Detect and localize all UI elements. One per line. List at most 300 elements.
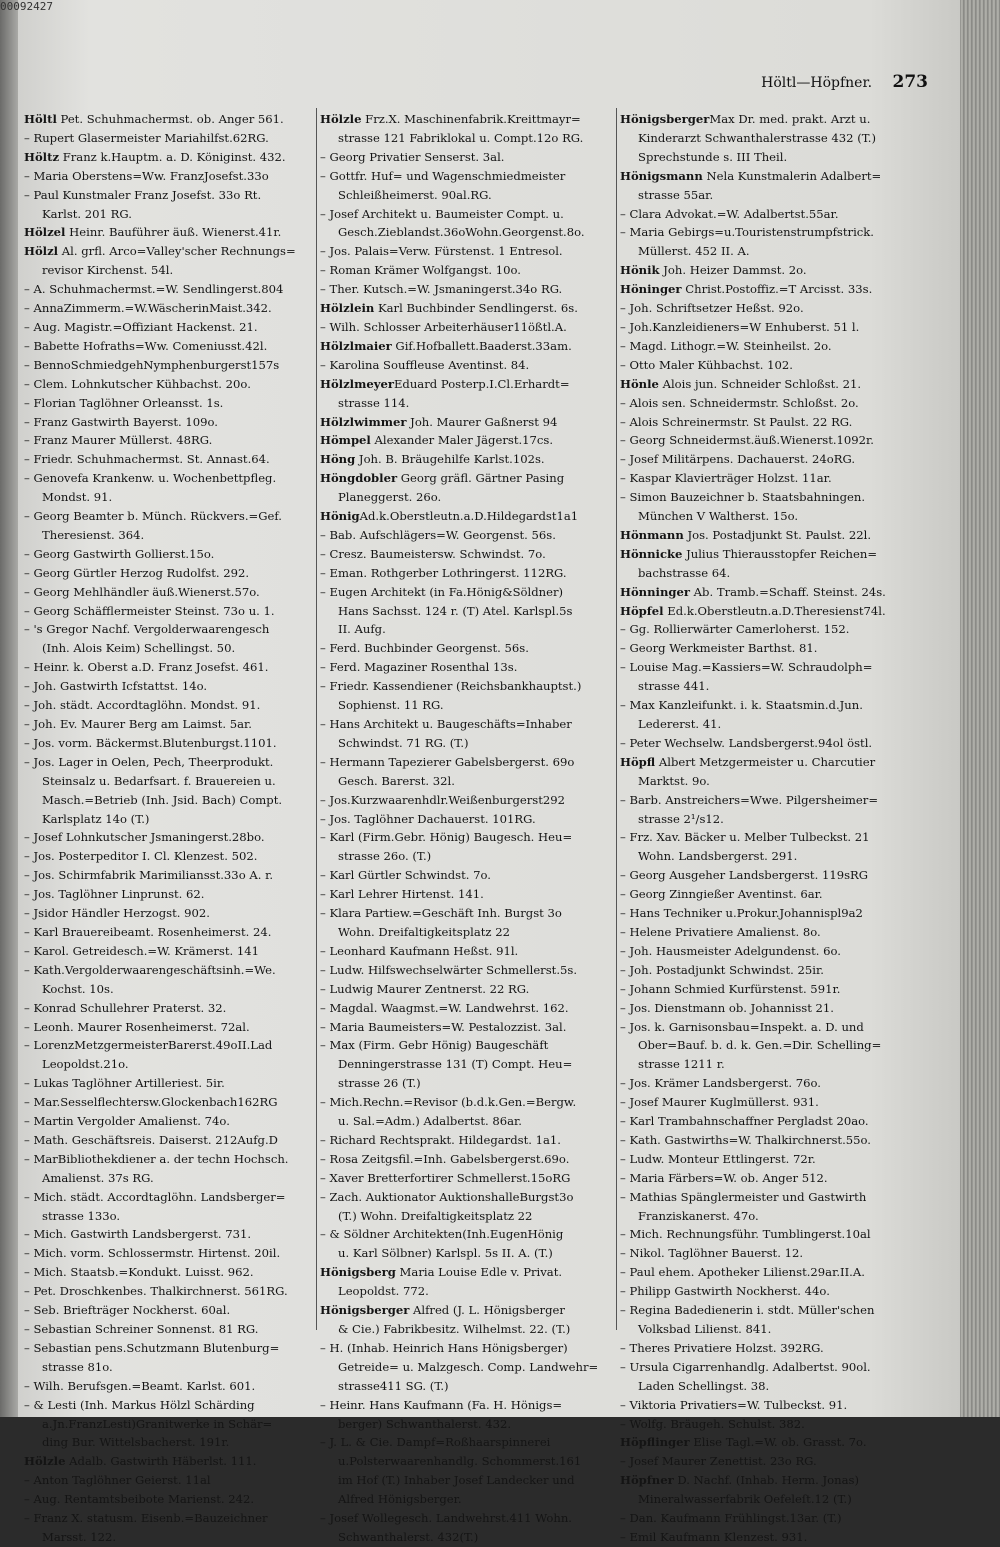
entry-text: – Alois sen. Schneidermstr. Schloßst. 2o. bbox=[620, 395, 859, 410]
directory-entry bbox=[320, 564, 612, 583]
entry-text: – Xaver Bretterfortirer Schmellerst.15oRG bbox=[320, 1170, 571, 1185]
directory-entry bbox=[320, 148, 612, 167]
directory-entry bbox=[320, 961, 612, 980]
entry-text: – Richard Rechtsprakt. Hildegardst. 1a1. bbox=[320, 1132, 561, 1147]
entry-text: Planeggerst. 26o. bbox=[338, 490, 442, 505]
entry-text: – Georg Werkmeister Barthst. 81. bbox=[620, 641, 818, 656]
entry-text: – Jos. vorm. Bäckermst.Blutenburgst.1101. bbox=[24, 735, 277, 750]
directory-entry bbox=[24, 1093, 316, 1112]
directory-entry bbox=[24, 942, 316, 961]
directory-entry bbox=[24, 696, 316, 715]
directory-entry bbox=[320, 999, 612, 1018]
directory-entry bbox=[24, 1377, 316, 1396]
directory-entry bbox=[620, 413, 912, 432]
directory-entry bbox=[620, 715, 912, 734]
directory-entry bbox=[620, 526, 912, 545]
directory-entry bbox=[620, 488, 912, 507]
entry-text: Amalienst. 37s RG. bbox=[42, 1170, 154, 1185]
directory-entry bbox=[620, 545, 912, 564]
directory-entry bbox=[24, 866, 316, 885]
entry-text: – Karl Gürtler Schwindst. 7o. bbox=[320, 868, 491, 883]
directory-entry bbox=[620, 1415, 912, 1434]
entry-text: – Jos.Kurzwaarenhdlr.Weißenburgerst292 bbox=[320, 792, 566, 807]
directory-entry bbox=[620, 734, 912, 753]
directory-entry bbox=[620, 242, 912, 261]
entry-text: strasse 26 (T.) bbox=[338, 1076, 421, 1091]
directory-entry bbox=[24, 1207, 316, 1226]
directory-entry bbox=[320, 677, 612, 696]
directory-entry bbox=[24, 375, 316, 394]
entry-surname: Hönigsberger bbox=[620, 112, 710, 126]
directory-entry bbox=[620, 620, 912, 639]
entry-text: Kinderarzt Schwanthalerstrasse 432 (T.) bbox=[638, 130, 877, 145]
entry-text: – Gottfr. Huf= und Wagenschmiedmeister bbox=[320, 168, 566, 183]
directory-entry bbox=[620, 658, 912, 677]
entry-text: – Georg Privatier Senserst. 3al. bbox=[320, 149, 505, 164]
entry-text: Kochst. 10s. bbox=[42, 981, 114, 996]
entry-text: – LorenzMetzgermeisterBarerst.49oII.Lad bbox=[24, 1038, 273, 1053]
directory-entry bbox=[24, 205, 316, 224]
entry-text: – Otto Maler Kühbachst. 102. bbox=[620, 357, 793, 372]
directory-entry bbox=[24, 772, 316, 791]
directory-entry bbox=[24, 1320, 316, 1339]
entry-text: – Klara Partiew.=Geschäft Inh. Burgst 3o bbox=[320, 906, 562, 921]
directory-entry bbox=[620, 1282, 912, 1301]
directory-entry bbox=[24, 318, 316, 337]
directory-entry bbox=[24, 1018, 316, 1037]
entry-text: – Paul Kunstmaler Franz Josefst. 33o Rt. bbox=[24, 187, 262, 202]
entry-text: – Karl (Firm.Gebr. Hönig) Baugesch. Heu= bbox=[320, 830, 573, 845]
directory-entry bbox=[620, 885, 912, 904]
entry-text: – Karolina Souffleuse Aventinst. 84. bbox=[320, 357, 530, 372]
entry-text: Frz.X. Maschinenfabrik.Kreittmayr= bbox=[361, 112, 581, 126]
entry-text: – Pet. Droschkenbes. Thalkirchnerst. 561RG. bbox=[24, 1284, 288, 1299]
entry-text: Wohn. Landsbergerst. 291. bbox=[638, 849, 798, 864]
entry-text: – Ludw. Hilfswechselwärter Schmellerst.5s. bbox=[320, 962, 578, 977]
directory-entry bbox=[320, 866, 612, 885]
entry-text: Marsst. 122. bbox=[42, 1529, 117, 1544]
entry-text: Adalb. Gastwirth Häberlst. 111. bbox=[65, 1454, 257, 1469]
directory-entry bbox=[24, 223, 316, 242]
directory-entry bbox=[320, 696, 612, 715]
entry-text: strasse 26o. (T.) bbox=[338, 849, 432, 864]
entry-text: – Georg Beamter b. Münch. Rückvers.=Gef. bbox=[24, 509, 282, 524]
directory-entry bbox=[24, 1509, 316, 1528]
entry-text: – Jos. Palais=Verw. Fürstenst. 1 Entresol. bbox=[320, 244, 563, 259]
entry-text: Alfred (J. L. Hönigsberger bbox=[409, 1303, 565, 1318]
directory-entry bbox=[320, 110, 612, 129]
directory-entry bbox=[24, 1055, 316, 1074]
entry-text: – Clem. Lohnkutscher Kühbachst. 20o. bbox=[24, 376, 251, 391]
directory-entry bbox=[24, 1188, 316, 1207]
directory-entry bbox=[24, 885, 316, 904]
directory-entry bbox=[320, 1225, 612, 1244]
right-page-stack-edge bbox=[960, 0, 1000, 1417]
entry-text: – Maria Färbers=W. ob. Anger 512. bbox=[620, 1170, 828, 1185]
entry-text: Joh. Heizer Dammst. 2o. bbox=[659, 263, 807, 278]
directory-entry bbox=[320, 223, 612, 242]
entry-text: Ledererst. 41. bbox=[638, 717, 722, 731]
entry-text: Masch.=Betrieb (Inh. Jsid. Bach) Compt. bbox=[42, 792, 283, 807]
entry-text: Mineralwasserfabrik Oefeleſt.12 (T.) bbox=[638, 1492, 852, 1507]
directory-entry bbox=[620, 1131, 912, 1150]
entry-text: Al. grfl. Arco=Valley'scher Rechnungs= bbox=[58, 244, 296, 259]
entry-text: – Magdal. Waagmst.=W. Landwehrst. 162. bbox=[320, 1000, 569, 1015]
directory-entry bbox=[320, 186, 612, 205]
directory-entry bbox=[620, 223, 912, 242]
entry-text: – Georg Gürtler Herzog Rudolfst. 292. bbox=[24, 565, 250, 580]
entry-text: – Kaspar Klavierträger Holzst. 11ar. bbox=[620, 471, 832, 486]
directory-entry bbox=[620, 469, 912, 488]
directory-entry bbox=[620, 299, 912, 318]
directory-entry bbox=[620, 602, 912, 621]
directory-entry bbox=[320, 280, 612, 299]
entry-text: Schwanthalerst. 432(T.) bbox=[338, 1529, 479, 1544]
directory-entry bbox=[320, 885, 612, 904]
directory-entry bbox=[620, 205, 912, 224]
directory-entry bbox=[24, 583, 316, 602]
directory-entry bbox=[620, 1169, 912, 1188]
directory-entry bbox=[620, 450, 912, 469]
directory-entry bbox=[320, 810, 612, 829]
directory-entry bbox=[320, 658, 612, 677]
directory-entry bbox=[24, 1074, 316, 1093]
entry-text: Ad.k.Oberstleutn.a.D.Hildegardst1a1 bbox=[359, 509, 579, 524]
directory-entry bbox=[24, 564, 316, 583]
directory-entry bbox=[320, 847, 612, 866]
directory-entry bbox=[320, 1320, 612, 1339]
entry-text: – Leonh. Maurer Rosenheimerst. 72al. bbox=[24, 1019, 250, 1034]
entry-text: – Mich. Staatsb.=Kondukt. Luisst. 962. bbox=[24, 1265, 254, 1280]
entry-surname: Hönig bbox=[320, 509, 360, 524]
entry-text: – & Lesti (Inh. Markus Hölzl Schärding bbox=[24, 1397, 255, 1412]
directory-entry bbox=[24, 1528, 316, 1547]
entry-text: – Maria Gebirgs=u.Touristenstrumpfstrick. bbox=[620, 225, 874, 240]
entry-text: – Gg. Rollierwärter Camerloherst. 152. bbox=[620, 622, 850, 637]
entry-text: – Anton Taglöhner Geierst. 11al bbox=[24, 1473, 211, 1488]
directory-entry bbox=[24, 620, 316, 639]
entry-text: – Peter Wechselw. Landsbergerst.94ol östl. bbox=[620, 735, 873, 750]
entry-text: München V Waltherst. 15o. bbox=[638, 509, 799, 524]
directory-entry bbox=[620, 1490, 912, 1509]
entry-text: – Leonhard Kaufmann Heßst. 91l. bbox=[320, 943, 519, 958]
entry-text: – Ludw. Monteur Ettlingerst. 72r. bbox=[620, 1151, 816, 1166]
directory-entry bbox=[24, 1263, 316, 1282]
directory-entry bbox=[24, 488, 316, 507]
entry-text: a.Jn.FranzLesti)Granitwerke in Schär= bbox=[42, 1416, 273, 1431]
entry-text: – Regina Badedienerin i. stdt. Müller'schen bbox=[620, 1303, 875, 1318]
directory-entry bbox=[24, 1225, 316, 1244]
entry-text: – Ferd. Magaziner Rosenthal 13s. bbox=[320, 660, 518, 675]
entry-text: – Georg Schäfflermeister Steinst. 73o u. 1. bbox=[24, 603, 275, 618]
entry-text: – Joh. Postadjunkt Schwindst. 25ir. bbox=[620, 962, 824, 977]
entry-text: Laden Schellingst. 38. bbox=[638, 1378, 770, 1393]
entry-text: – Karl Lehrer Hirtenst. 141. bbox=[320, 887, 484, 902]
entry-text: – Simon Bauzeichner b. Staatsbahningen. bbox=[620, 490, 866, 505]
directory-entry bbox=[24, 148, 316, 167]
directory-entry bbox=[24, 1282, 316, 1301]
entry-text: – Math. Geschäftsreis. Daiserst. 212Aufg.D bbox=[24, 1132, 278, 1147]
entry-text: – Paul ehem. Apotheker Lilienst.29ar.II.A. bbox=[620, 1265, 865, 1280]
entry-text: – Josef Lohnkutscher Jsmaningerst.28bo. bbox=[24, 830, 265, 845]
directory-entry bbox=[620, 639, 912, 658]
entry-text: Ab. Tramb.=Schaff. Steinst. 24s. bbox=[689, 584, 886, 599]
entry-text: Hans Sachsst. 124 r. (T) Atel. Karlspl.5s bbox=[338, 603, 573, 618]
entry-surname: Hölzlmaier bbox=[320, 338, 392, 353]
directory-entry bbox=[620, 507, 912, 526]
directory-entry bbox=[620, 1301, 912, 1320]
directory-entry bbox=[24, 1396, 316, 1415]
column-rule bbox=[316, 108, 317, 1330]
entry-text: Theresienst. 364. bbox=[42, 527, 145, 542]
entry-surname: Höltz bbox=[24, 149, 60, 164]
directory-entry bbox=[24, 280, 316, 299]
directory-entry bbox=[320, 1301, 612, 1320]
directory-entry bbox=[24, 923, 316, 942]
entry-surname: Hölzlwimmer bbox=[320, 414, 407, 429]
entry-text: – Jos. Schirmfabrik Marimiliansst.33o A. r. bbox=[24, 868, 274, 883]
entry-surname: Höng bbox=[320, 452, 356, 467]
entry-text: Getreide= u. Malzgesch. Comp. Landwehr= bbox=[338, 1359, 599, 1374]
directory-entry bbox=[24, 545, 316, 564]
entry-text: – Mathias Spänglermeister und Gastwirth bbox=[620, 1189, 867, 1204]
directory-entry bbox=[320, 1150, 612, 1169]
entry-text: – Joh. Schriftsetzer Heßst. 92o. bbox=[620, 301, 804, 316]
entry-surname: Hönmann bbox=[620, 527, 684, 542]
directory-entry bbox=[320, 1415, 612, 1434]
directory-entry bbox=[320, 205, 612, 224]
directory-entry bbox=[620, 1093, 912, 1112]
entry-text: – Frz. Xav. Bäcker u. Melber Tulbeckst. 21 bbox=[620, 830, 870, 845]
entry-text: – Lukas Taglöhner Artilleriest. 5ir. bbox=[24, 1076, 225, 1091]
entry-text: berger) Schwanthalerst. 432. bbox=[338, 1416, 512, 1431]
entry-text: – & Söldner Architekten(Inh.EugenHönig bbox=[320, 1227, 564, 1242]
directory-entry bbox=[320, 791, 612, 810]
entry-surname: Höninger bbox=[620, 282, 682, 297]
directory-entry bbox=[620, 923, 912, 942]
directory-entry bbox=[320, 1377, 612, 1396]
entry-surname: Höpfner bbox=[620, 1473, 674, 1488]
directory-entry bbox=[320, 583, 612, 602]
entry-text: – BennoSchmiedgehNymphenburgerst157s bbox=[24, 357, 280, 372]
directory-entry bbox=[24, 677, 316, 696]
entry-text: Ed.k.Oberstleutn.a.D.Theresienst74l. bbox=[663, 603, 886, 618]
entry-surname: Höpflinger bbox=[620, 1435, 690, 1450]
directory-entry bbox=[320, 526, 612, 545]
entry-text: – Martin Vergolder Amalienst. 74o. bbox=[24, 1114, 230, 1129]
entry-text: – Hermann Tapezierer Gabelsbergerst. 69o bbox=[320, 754, 575, 769]
entry-text: (T.) Wohn. Dreifaltigkeitsplatz 22 bbox=[338, 1208, 533, 1223]
directory-entry bbox=[620, 1074, 912, 1093]
directory-entry bbox=[620, 696, 912, 715]
directory-entry bbox=[24, 791, 316, 810]
entry-text: Leopoldst.21o. bbox=[42, 1057, 129, 1072]
directory-entry bbox=[620, 1396, 912, 1415]
entry-text: – Rupert Glasermeister Mariahilfst.62RG. bbox=[24, 130, 269, 145]
directory-entry bbox=[620, 261, 912, 280]
entry-text: strasse 2¹/s12. bbox=[638, 811, 724, 826]
directory-entry bbox=[320, 431, 612, 450]
directory-entry bbox=[320, 1339, 612, 1358]
directory-entry bbox=[620, 1528, 912, 1547]
entry-text: – Kath.Vergolderwaarengeschäftsinh.=We. bbox=[24, 962, 276, 977]
entry-text: – Heinr. Hans Kaufmann (Fa. H. Hönigs= bbox=[320, 1397, 563, 1412]
directory-entry bbox=[320, 1018, 612, 1037]
entry-text: – Jsidor Händler Herzogst. 902. bbox=[24, 906, 210, 921]
directory-entry bbox=[320, 413, 612, 432]
entry-text: – Eugen Architekt (in Fa.Hönig&Söldner) bbox=[320, 584, 564, 599]
directory-entry bbox=[24, 980, 316, 999]
entry-text: – Max (Firm. Gebr Hönig) Baugeschäft bbox=[320, 1038, 549, 1053]
entry-text: Nela Kunstmalerin Adalbert= bbox=[702, 168, 882, 183]
entry-text: Steinsalz u. Bedarfsart. f. Brauereien u. bbox=[42, 773, 276, 788]
entry-text: Maria Louise Edle v. Privat. bbox=[395, 1265, 563, 1280]
entry-text: – Emil Kaufmann Klenzest. 931. bbox=[620, 1529, 808, 1544]
directory-entry bbox=[24, 828, 316, 847]
directory-entry bbox=[620, 677, 912, 696]
directory-entry bbox=[24, 337, 316, 356]
entry-text: – Georg Mehlhändler äuß.Wienerst.57o. bbox=[24, 584, 260, 599]
entry-text: – Josef Maurer Kuglmüllerst. 931. bbox=[620, 1095, 819, 1110]
directory-entry bbox=[620, 1112, 912, 1131]
entry-text: – Roman Krämer Wolfgangst. 10o. bbox=[320, 263, 521, 278]
directory-entry bbox=[620, 1377, 912, 1396]
entry-text: – Nikol. Taglöhner Bauerst. 12. bbox=[620, 1246, 804, 1261]
directory-entry bbox=[320, 772, 612, 791]
entry-text: Elise Tagl.=W. ob. Grasst. 7o. bbox=[689, 1435, 867, 1450]
entry-text: – Georg Ausgeher Landsbergerst. 119sRG bbox=[620, 868, 869, 883]
entry-text: – Ferd. Buchbinder Georgenst. 56s. bbox=[320, 641, 529, 656]
entry-surname: Hönnicke bbox=[620, 546, 683, 561]
entry-text: D. Nachf. (Inhab. Herm. Jonas) bbox=[673, 1473, 860, 1488]
entry-text: revisor Kirchenst. 54l. bbox=[42, 263, 174, 278]
entry-text: Franziskanerst. 47o. bbox=[638, 1208, 759, 1223]
directory-column-3 bbox=[620, 110, 912, 1547]
entry-text: – Zach. Auktionator AuktionshalleBurgst3o bbox=[320, 1189, 574, 1204]
entry-text: (Inh. Alois Keim) Schellingst. 50. bbox=[42, 641, 236, 656]
directory-entry bbox=[320, 1358, 612, 1377]
directory-entry bbox=[620, 791, 912, 810]
entry-text: Jos. Postadjunkt St. Paulst. 22l. bbox=[683, 527, 872, 542]
entry-text: – Josef Architekt u. Baumeister Compt. u. bbox=[320, 206, 564, 221]
entry-surname: Hönle bbox=[620, 376, 659, 391]
entry-surname: Hömpel bbox=[320, 433, 371, 448]
directory-entry bbox=[620, 1509, 912, 1528]
directory-entry bbox=[320, 450, 612, 469]
entry-text: & Cie.) Fabrikbesitz. Wilhelmst. 22. (T.) bbox=[338, 1322, 571, 1336]
directory-entry bbox=[320, 602, 612, 621]
directory-entry bbox=[320, 753, 612, 772]
entry-text: – Joh. städt. Accordtaglöhn. Mondst. 91. bbox=[24, 698, 261, 713]
entry-text: – MarBibliothekdiener a. der techn Hochsch. bbox=[24, 1151, 289, 1166]
entry-surname: Höpfl bbox=[620, 754, 656, 769]
directory-entry bbox=[24, 469, 316, 488]
directory-entry bbox=[320, 507, 612, 526]
entry-text: – Seb. Briefträger Nockherst. 60al. bbox=[24, 1303, 231, 1318]
directory-entry bbox=[620, 1244, 912, 1263]
entry-text: – Johann Schmied Kurfürstenst. 591r. bbox=[620, 981, 841, 996]
entry-text: – Joh.Kanzleidieners=W Enhuberst. 51 l. bbox=[620, 319, 860, 334]
directory-entry bbox=[620, 866, 912, 885]
entry-text: Sophienst. 11 RG. bbox=[338, 698, 444, 713]
directory-entry bbox=[320, 904, 612, 923]
entry-text: – Sebastian Schreiner Sonnenst. 81 RG. bbox=[24, 1322, 259, 1336]
directory-entry bbox=[620, 772, 912, 791]
entry-surname: Höltl bbox=[24, 112, 57, 126]
directory-entry bbox=[320, 1169, 612, 1188]
entry-surname: Hönik bbox=[620, 263, 660, 278]
entry-text: – Georg Gastwirth Gollierst.15o. bbox=[24, 546, 215, 561]
directory-entry bbox=[24, 999, 316, 1018]
entry-text: – Heinr. k. Oberst a.D. Franz Josefst. 461. bbox=[24, 660, 269, 675]
directory-entry bbox=[320, 942, 612, 961]
entry-text: – Wolfg. Bräugeh. Schulst. 382. bbox=[620, 1416, 805, 1431]
entry-text: – Jos. Taglöhner Linprunst. 62. bbox=[24, 887, 205, 902]
entry-text: Christ.Postoffiz.=T Arcisst. 33s. bbox=[681, 282, 873, 297]
entry-text: – Ludwig Maurer Zentnerst. 22 RG. bbox=[320, 981, 530, 996]
entry-surname: Hölzl bbox=[24, 244, 59, 259]
directory-entry bbox=[620, 356, 912, 375]
directory-entry bbox=[320, 545, 612, 564]
entry-surname: Hölzlmeyer bbox=[320, 376, 394, 391]
entry-text: u. Sal.=Adm.) Adalbertst. 86ar. bbox=[338, 1114, 522, 1129]
directory-entry bbox=[320, 1433, 612, 1452]
directory-entry bbox=[320, 1396, 612, 1415]
directory-entry bbox=[320, 1528, 612, 1547]
entry-text: ding Bur. Wittelsbacherst. 191r. bbox=[42, 1435, 230, 1450]
entry-text: Alfred Hönigsberger. bbox=[338, 1492, 462, 1507]
directory-entry bbox=[24, 734, 316, 753]
entry-text: Leopoldst. 772. bbox=[338, 1284, 429, 1299]
archive-stamp: 00092427 bbox=[0, 0, 53, 13]
directory-entry bbox=[24, 961, 316, 980]
entry-text: – Theres Privatiere Holzst. 392RG. bbox=[620, 1340, 824, 1355]
entry-text: – Jos. k. Garnisonsbau=Inspekt. a. D. und bbox=[620, 1019, 864, 1034]
entry-text: – Joh. Ev. Maurer Berg am Laimst. 5ar. bbox=[24, 717, 252, 731]
directory-entry bbox=[24, 753, 316, 772]
directory-entry bbox=[24, 413, 316, 432]
entry-surname: Hönninger bbox=[620, 584, 690, 599]
entry-text: Georg gräfl. Gärtner Pasing bbox=[397, 471, 565, 486]
entry-text: – Mar.Sesselflechtersw.Glockenbach162RG bbox=[24, 1095, 278, 1110]
entry-text: – Hans Architekt u. Baugeschäfts=Inhaber bbox=[320, 717, 572, 731]
entry-text: – Mich.Rechn.=Revisor (b.d.k.Gen.=Bergw. bbox=[320, 1095, 577, 1110]
directory-entry bbox=[24, 526, 316, 545]
directory-entry bbox=[620, 1358, 912, 1377]
directory-entry bbox=[620, 375, 912, 394]
entry-text: Julius Thierausstopfer Reichen= bbox=[682, 546, 878, 561]
directory-entry bbox=[24, 658, 316, 677]
entry-text: strasse 114. bbox=[338, 395, 410, 410]
entry-text: Ober=Bauf. b. d. k. Gen.=Dir. Schelling= bbox=[638, 1038, 882, 1053]
entry-text: – Maria Oberstens=Ww. FranzJosefst.33o bbox=[24, 168, 269, 183]
entry-text: – Eman. Rothgerber Lothringerst. 112RG. bbox=[320, 565, 567, 580]
entry-text: – Aug. Magistr.=Offiziant Hackenst. 21. bbox=[24, 319, 258, 334]
entry-text: – Konrad Schullehrer Praterst. 32. bbox=[24, 1000, 227, 1015]
directory-entry bbox=[320, 1131, 612, 1150]
entry-text: Wohn. Dreifaltigkeitsplatz 22 bbox=[338, 924, 510, 939]
entry-text: Gesch. Barerst. 32l. bbox=[338, 773, 455, 788]
page-number: 273 bbox=[892, 72, 928, 92]
entry-text: – Friedr. Schuhmachermst. St. Annast.64. bbox=[24, 452, 270, 467]
directory-entry bbox=[24, 507, 316, 526]
entry-text: – Florian Taglöhner Orleansst. 1s. bbox=[24, 395, 224, 410]
entry-text: Volksbad Lilienst. 841. bbox=[638, 1322, 772, 1336]
directory-entry bbox=[320, 1244, 612, 1263]
directory-entry bbox=[620, 110, 912, 129]
entry-text: Pet. Schuhmachermst. ob. Anger 561. bbox=[56, 112, 284, 126]
directory-entry bbox=[24, 1036, 316, 1055]
